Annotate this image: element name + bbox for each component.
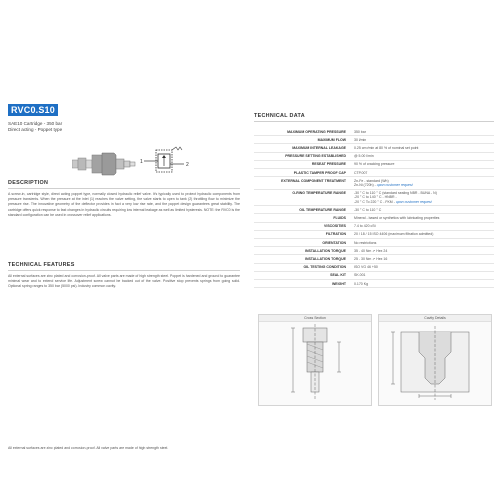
description-text: A screw-in, cartridge style, direct acting poppet type, normally closed hydraulic relief valve. It's typically used to protect hydraulic components from pressure transients. When the pressure at the inlet (1) reaches the valve setting, the valve starts to open to tank (2) throttling flow to minimize the pressure rise. The innovative geometry of the deflector provides in fact a very low rise rate, and the poppet design guarantees great stability. The cartridge offers quick response to fast changes in hydraulic circuits requiring low internal leakage as well as limited hysteresis. NOTE: the RVC0 is the standard configuration can be used in crossover relief applications.: [8, 192, 240, 217]
spec-value-text: 20 / 18 / 15 ISO 4406 (maximum filtration admitted): [354, 232, 434, 237]
port-1-label: 1: [140, 159, 143, 165]
description-section: [8, 180, 240, 218]
technical-data-title: TECHNICAL DATA: [254, 113, 305, 119]
spec-row: [254, 271, 494, 279]
spec-value: [350, 206, 494, 214]
spec-key: EXTERNAL COMPONENT TREATMENT: [254, 177, 350, 189]
spec-key: PRESSURE SETTING ESTABLISHED: [254, 152, 350, 160]
product-subtitle-2: Direct acting - Poppet type: [8, 127, 63, 132]
cavity-image: [379, 322, 491, 406]
spec-value-text: 7.4 to 420 cSt: [354, 224, 376, 229]
spec-row: [254, 189, 494, 206]
spec-value-text: SK.001: [354, 273, 366, 278]
spec-value-text: -30 ° C to 110 ° C: [354, 207, 382, 212]
divider: [8, 188, 240, 189]
external-note: [8, 446, 240, 451]
cross-section-image: [259, 322, 371, 406]
spec-row: [254, 280, 494, 288]
spec-row: [254, 177, 494, 189]
spec-key: INSTALLATION TORQUE: [254, 255, 350, 263]
spec-value-text: No restrictions: [354, 240, 377, 245]
spec-key: MAXIMUM OPERATING PRESSURE: [254, 128, 350, 136]
spec-value: [350, 222, 494, 230]
spec-value: [350, 144, 494, 152]
spec-value: [350, 214, 494, 222]
description-title: DESCRIPTION: [8, 180, 49, 186]
features-text: All external surfaces are zinc plated and corrosion-proof. All valve parts are made of high strength steel. Poppet is hardened and ground to guarantee minimal wear and to extend service life. Adjustment screw cannot be backed out of the valve. Positive stop prevents springs from going solid. Optional spring ranges to 350 bar (5000 psi). Industry common cavity.: [8, 274, 240, 289]
spec-value-text: @ 5.00 l/min: [354, 154, 374, 159]
spec-value: [350, 152, 494, 160]
spec-value-text: 350 bar: [354, 129, 366, 134]
cavity-details-drawing: [378, 314, 492, 406]
spec-value-text: -30 ° C to 110 ° C (standard sealing NBR - BUNA - N) -20 ° C to 140 ° C - HNBR - -20 ° C To 220 ° C - FKM -: [354, 191, 437, 204]
port-2-label: 2: [186, 162, 189, 168]
spec-row: [254, 247, 494, 255]
features-title: TECHNICAL FEATURES: [8, 262, 75, 268]
hydraulic-symbol: [138, 144, 198, 184]
left-column: [8, 100, 240, 450]
spec-key: WEIGHT: [254, 280, 350, 288]
cavity-details-caption: Cavity Details: [379, 315, 491, 322]
spec-value-text: 0.170 Kg: [354, 281, 369, 286]
spec-row: [254, 239, 494, 247]
spec-key: PLASTIC TAMPER PROOF CAP: [254, 169, 350, 177]
spec-value-text: CTP.007: [354, 170, 368, 175]
features-section: [8, 262, 240, 290]
spec-value-text: Zn-Fe - standard (Wh) Zn-Ni (720h) -: [354, 178, 389, 187]
spec-value: [350, 128, 494, 136]
spec-value: [350, 271, 494, 279]
spec-value-text: Mineral - based or synthetics with lubricating properties: [354, 215, 440, 220]
spec-value: [350, 160, 494, 168]
spec-value-text: 25 - 30 Nm ⇗ Hex 16: [354, 256, 388, 261]
spec-value-text: 0.25 cm³/min at 80 % of nominal set point: [354, 145, 419, 150]
spec-value: [350, 247, 494, 255]
spec-value: [350, 169, 494, 177]
spec-row: [254, 230, 494, 238]
spec-row: [254, 169, 494, 177]
spec-value: [350, 239, 494, 247]
spec-key: ORIENTATION: [254, 239, 350, 247]
spec-value: [350, 230, 494, 238]
right-column: [254, 113, 494, 288]
spec-key: SEAL KIT: [254, 271, 350, 279]
spec-value: [350, 189, 494, 206]
spec-row: [254, 263, 494, 271]
divider: [8, 270, 240, 271]
drawings: [258, 314, 494, 406]
spec-row: [254, 255, 494, 263]
spec-key: FLUIDS: [254, 214, 350, 222]
spec-row: [254, 214, 494, 222]
divider: [254, 121, 494, 122]
spec-key: FILTRATION: [254, 230, 350, 238]
external-text: All external surfaces are zinc plated and corrosion-proof. All valve parts are made of high strength steel.: [8, 446, 169, 450]
spec-value-text: 30 l/min: [354, 137, 367, 142]
spec-key: MAXIMUM INTERNAL LEAKAGE: [254, 144, 350, 152]
spec-key: VISCOSITIES: [254, 222, 350, 230]
spec-value-text: 90 % of cracking pressure: [354, 162, 395, 167]
spec-table: [254, 128, 494, 288]
product-subtitle-1: SAE10 Cartridge - 350 bar: [8, 121, 63, 126]
spec-value-text: 35 - 40 Nm ⇗ Hex 24: [354, 248, 388, 253]
spec-row: [254, 160, 494, 168]
spec-key: INSTALLATION TORQUE: [254, 247, 350, 255]
spec-value: [350, 255, 494, 263]
spec-value: [350, 177, 494, 189]
spec-row: [254, 128, 494, 136]
spec-key: O-RING TEMPERATURE RANGE: [254, 189, 350, 206]
cross-section-drawing: [258, 314, 372, 406]
spec-row: [254, 144, 494, 152]
cartridge-image: [72, 149, 136, 179]
spec-row: [254, 206, 494, 214]
spec-row: [254, 222, 494, 230]
spec-note: upon customer request: [376, 182, 413, 187]
spec-value: [350, 263, 494, 271]
spec-key: MAXIMUM FLOW: [254, 136, 350, 144]
spec-row: [254, 152, 494, 160]
spec-key: OIL TESTING CONDITION: [254, 263, 350, 271]
spec-value: [350, 136, 494, 144]
spec-row: [254, 136, 494, 144]
product-code: RVC0.S10: [8, 104, 58, 116]
spec-value-text: ISO VG 46 +50: [354, 265, 378, 270]
spec-note: upon customer request: [395, 199, 432, 204]
spec-key: OIL TEMPERATURE RANGE: [254, 206, 350, 214]
spec-value: [350, 280, 494, 288]
cross-section-caption: Cross Section: [259, 315, 371, 322]
spec-key: RESEAT PRESSURE: [254, 160, 350, 168]
